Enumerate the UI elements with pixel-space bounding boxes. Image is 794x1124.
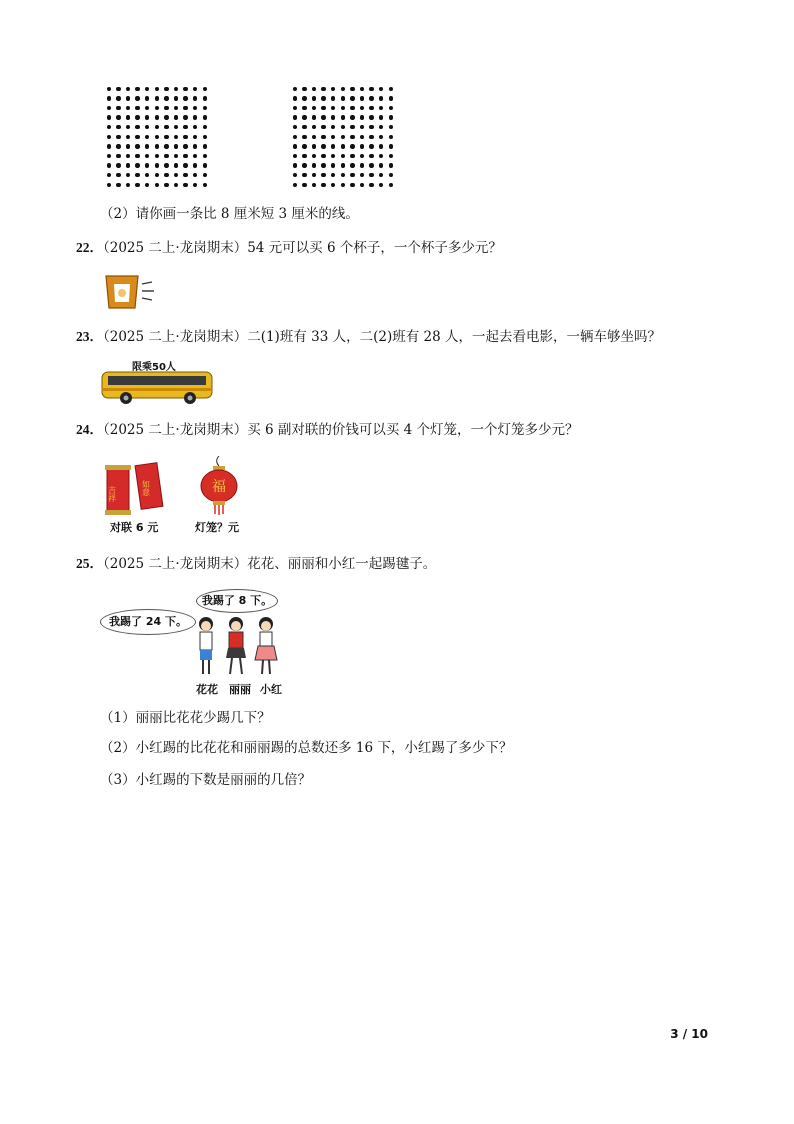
grid-dot bbox=[331, 96, 335, 100]
grid-dot bbox=[126, 125, 130, 129]
grid-dot bbox=[145, 96, 149, 100]
grid-dot bbox=[193, 135, 197, 139]
grid-dot bbox=[321, 125, 325, 129]
grid-dot bbox=[174, 163, 178, 167]
grid-dot bbox=[293, 154, 297, 158]
grid-dot bbox=[193, 154, 197, 158]
grid-dot bbox=[293, 125, 297, 129]
question-number: 22． bbox=[76, 240, 103, 255]
grid-dot bbox=[155, 144, 159, 148]
grid-dot bbox=[135, 96, 139, 100]
grid-dot bbox=[389, 106, 393, 110]
grid-dot bbox=[379, 163, 383, 167]
grid-dot bbox=[155, 106, 159, 110]
question-text: 二(1)班有 33 人，二(2)班有 28 人，一起去看电影，一辆车够坐吗？ bbox=[247, 329, 661, 345]
grid-dot bbox=[389, 183, 393, 187]
grid-dot bbox=[302, 115, 306, 119]
grid-dot bbox=[341, 173, 345, 177]
lantern-char: 福 bbox=[212, 479, 226, 495]
grid-dot bbox=[126, 96, 130, 100]
question-source: （2025 二上·龙岗期末） bbox=[103, 556, 248, 572]
grid-dot bbox=[155, 154, 159, 158]
grid-dot bbox=[174, 125, 178, 129]
grid-dot bbox=[155, 125, 159, 129]
grid-dot bbox=[369, 106, 373, 110]
grid-dot bbox=[183, 87, 187, 91]
child-name-xiaohong: 小红 bbox=[260, 683, 282, 696]
grid-dot bbox=[116, 173, 120, 177]
grid-dot bbox=[379, 125, 383, 129]
grid-dot bbox=[107, 163, 111, 167]
grid-dot bbox=[360, 125, 364, 129]
grid-dot bbox=[155, 183, 159, 187]
grid-dot bbox=[341, 144, 345, 148]
grid-dot bbox=[116, 163, 120, 167]
grid-dot bbox=[126, 154, 130, 158]
grid-dot bbox=[126, 163, 130, 167]
grid-dot bbox=[193, 144, 197, 148]
grid-dot bbox=[331, 115, 335, 119]
grid-dot bbox=[331, 173, 335, 177]
question-number: 25． bbox=[76, 556, 103, 571]
grid-dot bbox=[126, 173, 130, 177]
grid-dot bbox=[145, 87, 149, 91]
grid-dot bbox=[107, 125, 111, 129]
grid-dot bbox=[360, 135, 364, 139]
grid-dot bbox=[350, 125, 354, 129]
grid-dot bbox=[302, 87, 306, 91]
grid-dot bbox=[293, 96, 297, 100]
grid-dot bbox=[126, 135, 130, 139]
grid-dot bbox=[126, 183, 130, 187]
grid-dot bbox=[135, 87, 139, 91]
grid-dot bbox=[145, 144, 149, 148]
bus-capacity-label: 限乘50人 bbox=[132, 362, 176, 373]
question-text: 买 6 副对联的价钱可以买 4 个灯笼，一个灯笼多少元？ bbox=[247, 422, 579, 438]
grid-dot bbox=[341, 135, 345, 139]
lantern-illustration bbox=[197, 456, 241, 516]
grid-dot bbox=[107, 135, 111, 139]
grid-dot bbox=[389, 173, 393, 177]
grid-dot bbox=[360, 163, 364, 167]
grid-dot bbox=[145, 173, 149, 177]
q25-sub1: （1）丽丽比花花少踢几下？ bbox=[100, 710, 271, 726]
grid-dot bbox=[174, 106, 178, 110]
grid-dot bbox=[164, 163, 168, 167]
grid-dot bbox=[174, 135, 178, 139]
grid-dot bbox=[107, 96, 111, 100]
couplet-price-label: 对联 6 元 bbox=[110, 521, 159, 534]
grid-dot bbox=[116, 106, 120, 110]
grid-dot bbox=[135, 154, 139, 158]
grid-dot bbox=[193, 115, 197, 119]
grid-dot bbox=[203, 173, 207, 177]
grid-dot bbox=[183, 135, 187, 139]
grid-dot bbox=[302, 183, 306, 187]
grid-dot bbox=[389, 135, 393, 139]
grid-dot bbox=[155, 163, 159, 167]
grid-dot bbox=[193, 106, 197, 110]
cup-illustration bbox=[102, 270, 158, 312]
q21-sub2: （2）请你画一条比 8 厘米短 3 厘米的线。 bbox=[100, 206, 359, 222]
grid-dot bbox=[155, 96, 159, 100]
children-illustration bbox=[190, 614, 286, 680]
grid-dot bbox=[321, 106, 325, 110]
grid-dot bbox=[107, 173, 111, 177]
grid-dot bbox=[302, 125, 306, 129]
grid-dot bbox=[312, 115, 316, 119]
grid-dot bbox=[379, 144, 383, 148]
grid-dot bbox=[155, 173, 159, 177]
grid-dot bbox=[341, 125, 345, 129]
grid-dot bbox=[203, 135, 207, 139]
grid-dot bbox=[321, 163, 325, 167]
grid-dot bbox=[350, 96, 354, 100]
grid-dot bbox=[379, 96, 383, 100]
child-name-huahua: 花花 bbox=[196, 683, 218, 696]
grid-dot bbox=[164, 115, 168, 119]
grid-dot bbox=[193, 183, 197, 187]
grid-dot bbox=[389, 125, 393, 129]
grid-dot bbox=[312, 173, 316, 177]
grid-dot bbox=[155, 115, 159, 119]
grid-dot bbox=[341, 154, 345, 158]
grid-dot bbox=[126, 87, 130, 91]
q25-sub3: （3）小红踢的下数是丽丽的几倍？ bbox=[100, 772, 312, 788]
question-23 bbox=[76, 328, 661, 346]
grid-dot bbox=[350, 115, 354, 119]
grid-dot bbox=[360, 154, 364, 158]
grid-dot bbox=[369, 154, 373, 158]
grid-dot bbox=[312, 106, 316, 110]
couplet-right-text: 如意 bbox=[141, 480, 151, 496]
grid-dot bbox=[360, 144, 364, 148]
grid-dot bbox=[145, 125, 149, 129]
grid-dot bbox=[302, 144, 306, 148]
grid-dot bbox=[389, 154, 393, 158]
grid-dot bbox=[293, 183, 297, 187]
grid-dot bbox=[341, 163, 345, 167]
grid-dot bbox=[164, 87, 168, 91]
grid-dot bbox=[174, 144, 178, 148]
grid-dot bbox=[116, 135, 120, 139]
grid-dot bbox=[107, 183, 111, 187]
grid-dot bbox=[389, 115, 393, 119]
grid-dot bbox=[379, 115, 383, 119]
grid-dot bbox=[369, 183, 373, 187]
grid-dot bbox=[164, 125, 168, 129]
grid-dot bbox=[193, 125, 197, 129]
grid-dot bbox=[135, 173, 139, 177]
grid-dot bbox=[116, 87, 120, 91]
grid-dot bbox=[183, 173, 187, 177]
grid-dot bbox=[369, 96, 373, 100]
grid-dot bbox=[116, 183, 120, 187]
grid-dot bbox=[350, 183, 354, 187]
grid-dot bbox=[302, 173, 306, 177]
grid-dot bbox=[293, 163, 297, 167]
grid-dot bbox=[203, 115, 207, 119]
grid-dot bbox=[203, 87, 207, 91]
grid-dot bbox=[193, 163, 197, 167]
grid-dot bbox=[321, 115, 325, 119]
grid-dot bbox=[369, 87, 373, 91]
grid-dot bbox=[379, 183, 383, 187]
grid-dot bbox=[369, 173, 373, 177]
grid-dot bbox=[321, 183, 325, 187]
grid-dot bbox=[293, 173, 297, 177]
grid-dot bbox=[107, 115, 111, 119]
grid-dot bbox=[193, 173, 197, 177]
grid-dot bbox=[183, 96, 187, 100]
dot-grid-right bbox=[290, 84, 396, 190]
grid-dot bbox=[312, 135, 316, 139]
grid-dot bbox=[174, 96, 178, 100]
grid-dot bbox=[116, 144, 120, 148]
grid-dot bbox=[135, 106, 139, 110]
grid-dot bbox=[379, 173, 383, 177]
grid-dot bbox=[321, 135, 325, 139]
grid-dot bbox=[135, 183, 139, 187]
grid-dot bbox=[293, 135, 297, 139]
question-number: 24． bbox=[76, 422, 103, 437]
grid-dot bbox=[331, 183, 335, 187]
grid-dot bbox=[174, 87, 178, 91]
grid-dot bbox=[360, 115, 364, 119]
grid-dot bbox=[321, 173, 325, 177]
grid-dot bbox=[331, 125, 335, 129]
grid-dot bbox=[116, 115, 120, 119]
grid-dot bbox=[164, 154, 168, 158]
grid-dot bbox=[203, 96, 207, 100]
grid-dot bbox=[379, 87, 383, 91]
grid-dot bbox=[203, 154, 207, 158]
grid-dot bbox=[302, 135, 306, 139]
grid-dot bbox=[331, 87, 335, 91]
grid-dot bbox=[341, 115, 345, 119]
grid-dot bbox=[350, 106, 354, 110]
grid-dot bbox=[135, 115, 139, 119]
grid-dot bbox=[193, 87, 197, 91]
grid-dot bbox=[350, 154, 354, 158]
grid-dot bbox=[360, 106, 364, 110]
grid-dot bbox=[369, 125, 373, 129]
grid-dot bbox=[312, 183, 316, 187]
grid-dot bbox=[145, 163, 149, 167]
grid-dot bbox=[379, 135, 383, 139]
grid-dot bbox=[321, 96, 325, 100]
grid-dot bbox=[293, 144, 297, 148]
grid-dot bbox=[183, 163, 187, 167]
grid-dot bbox=[341, 87, 345, 91]
grid-dot bbox=[350, 173, 354, 177]
grid-dot bbox=[203, 125, 207, 129]
grid-dot bbox=[302, 154, 306, 158]
grid-dot bbox=[293, 115, 297, 119]
grid-dot bbox=[369, 115, 373, 119]
grid-dot bbox=[107, 87, 111, 91]
grid-dot bbox=[389, 96, 393, 100]
grid-dot bbox=[302, 163, 306, 167]
speech-bubble-lili: 我踢了 8 下。 bbox=[196, 589, 278, 613]
grid-dot bbox=[369, 144, 373, 148]
grid-dot bbox=[341, 106, 345, 110]
grid-dot bbox=[331, 106, 335, 110]
grid-dot bbox=[203, 106, 207, 110]
grid-dot bbox=[203, 163, 207, 167]
page-number: 3 / 10 bbox=[670, 1027, 708, 1041]
grid-dot bbox=[135, 163, 139, 167]
grid-dot bbox=[389, 163, 393, 167]
grid-dot bbox=[350, 87, 354, 91]
grid-dot bbox=[312, 163, 316, 167]
question-number: 23． bbox=[76, 329, 103, 344]
grid-dot bbox=[164, 183, 168, 187]
grid-dot bbox=[360, 96, 364, 100]
grid-dot bbox=[331, 144, 335, 148]
grid-dot bbox=[350, 163, 354, 167]
grid-dot bbox=[116, 125, 120, 129]
grid-dot bbox=[360, 173, 364, 177]
grid-dot bbox=[360, 87, 364, 91]
grid-dot bbox=[164, 173, 168, 177]
grid-dot bbox=[302, 106, 306, 110]
grid-dot bbox=[174, 154, 178, 158]
bus-illustration bbox=[100, 360, 216, 406]
grid-dot bbox=[312, 144, 316, 148]
grid-dot bbox=[183, 106, 187, 110]
grid-dot bbox=[116, 96, 120, 100]
grid-dot bbox=[174, 115, 178, 119]
grid-dot bbox=[350, 135, 354, 139]
grid-dot bbox=[312, 154, 316, 158]
grid-dot bbox=[183, 125, 187, 129]
grid-dot bbox=[379, 154, 383, 158]
grid-dot bbox=[145, 154, 149, 158]
grid-dot bbox=[321, 154, 325, 158]
grid-dot bbox=[183, 115, 187, 119]
grid-dot bbox=[174, 173, 178, 177]
grid-dot bbox=[293, 106, 297, 110]
grid-dot bbox=[331, 154, 335, 158]
couplet-left-text: 吉祥 bbox=[107, 486, 117, 502]
question-source: （2025 二上·龙岗期末） bbox=[103, 422, 248, 438]
grid-dot bbox=[174, 183, 178, 187]
q25-sub2: （2）小红踢的比花花和丽丽踢的总数还多 16 下，小红踢了多少下？ bbox=[100, 740, 513, 756]
grid-dot bbox=[183, 183, 187, 187]
grid-dot bbox=[126, 144, 130, 148]
grid-dot bbox=[321, 87, 325, 91]
grid-dot bbox=[203, 183, 207, 187]
grid-dot bbox=[145, 115, 149, 119]
lantern-price-label: 灯笼？元 bbox=[195, 521, 239, 534]
grid-dot bbox=[341, 183, 345, 187]
question-source: （2025 二上·龙岗期末） bbox=[103, 329, 248, 345]
grid-dot bbox=[183, 154, 187, 158]
grid-dot bbox=[379, 106, 383, 110]
grid-dot bbox=[164, 135, 168, 139]
grid-dot bbox=[302, 96, 306, 100]
grid-dot bbox=[164, 144, 168, 148]
dot-grid-left bbox=[104, 84, 210, 190]
grid-dot bbox=[116, 154, 120, 158]
grid-dot bbox=[389, 87, 393, 91]
grid-dot bbox=[135, 125, 139, 129]
grid-dot bbox=[341, 96, 345, 100]
grid-dot bbox=[331, 135, 335, 139]
grid-dot bbox=[135, 135, 139, 139]
grid-dot bbox=[203, 144, 207, 148]
grid-dot bbox=[312, 96, 316, 100]
question-text: 花花、丽丽和小红一起踢毽子。 bbox=[247, 556, 437, 572]
grid-dot bbox=[126, 106, 130, 110]
grid-dot bbox=[331, 163, 335, 167]
child-name-lili: 丽丽 bbox=[229, 683, 251, 696]
grid-dot bbox=[389, 144, 393, 148]
question-source: （2025 二上·龙岗期末） bbox=[103, 240, 248, 256]
grid-dot bbox=[164, 96, 168, 100]
grid-dot bbox=[312, 87, 316, 91]
grid-dot bbox=[350, 144, 354, 148]
grid-dot bbox=[145, 106, 149, 110]
grid-dot bbox=[107, 154, 111, 158]
grid-dot bbox=[155, 135, 159, 139]
grid-dot bbox=[145, 135, 149, 139]
question-22 bbox=[76, 239, 502, 257]
grid-dot bbox=[360, 183, 364, 187]
grid-dot bbox=[164, 106, 168, 110]
grid-dot bbox=[193, 96, 197, 100]
couplet-illustration bbox=[104, 460, 166, 516]
grid-dot bbox=[183, 144, 187, 148]
grid-dot bbox=[126, 115, 130, 119]
grid-dot bbox=[145, 183, 149, 187]
grid-dot bbox=[155, 87, 159, 91]
question-text: 54 元可以买 6 个杯子，一个杯子多少元？ bbox=[247, 240, 502, 256]
grid-dot bbox=[107, 106, 111, 110]
question-25 bbox=[76, 555, 436, 573]
question-24 bbox=[76, 421, 579, 439]
grid-dot bbox=[369, 135, 373, 139]
grid-dot bbox=[369, 163, 373, 167]
grid-dot bbox=[107, 144, 111, 148]
speech-bubble-huahua: 我踢了 24 下。 bbox=[100, 609, 196, 635]
grid-dot bbox=[293, 87, 297, 91]
grid-dot bbox=[135, 144, 139, 148]
grid-dot bbox=[321, 144, 325, 148]
grid-dot bbox=[312, 125, 316, 129]
